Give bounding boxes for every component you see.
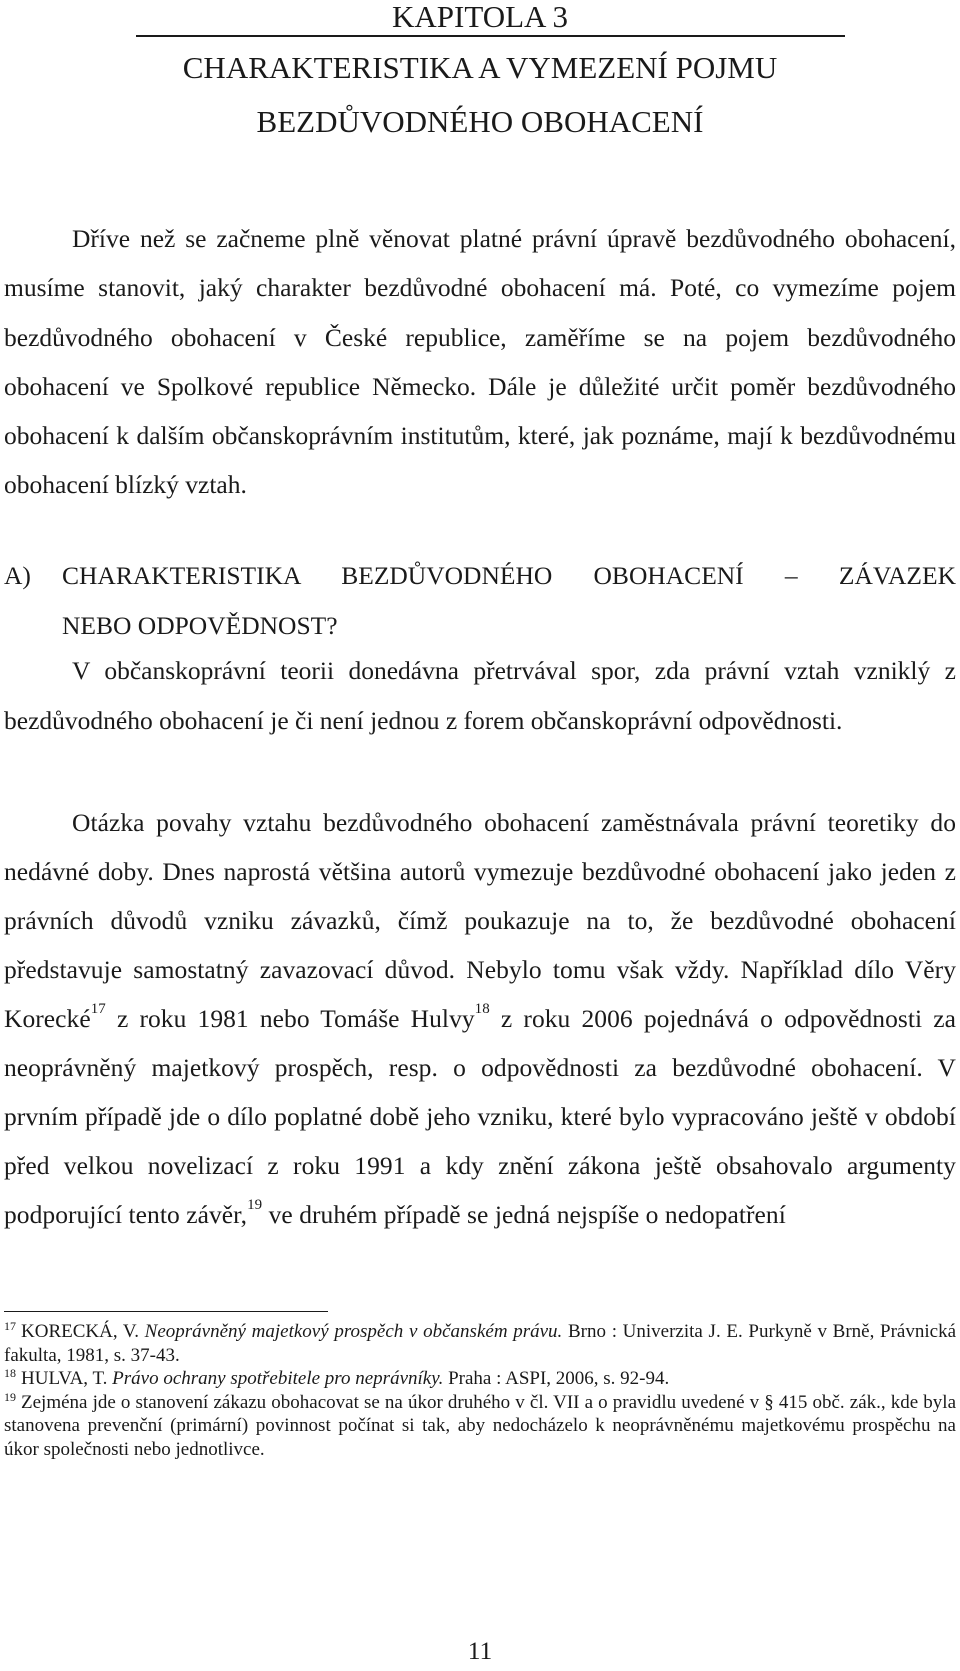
footnote-ref-19[interactable]: 19 [247,1197,263,1213]
paragraph-2-part-3: z roku 2006 pojednává o odpovědnosti za neoprávněný majetkový prospěch, resp. o odpovědnosti za bezdůvodné obohacení. V prvním případě jde o dílo poplatné době jeho vzniku, které bylo vypracováno ještě v období před velkou novelizací z roku 1991 a kdy znění zákona ještě obsahovalo argumenty podporující tento závěr, [4,1004,956,1229]
paragraph-2-part-1: Otázka povahy vztahu bezdůvodného obohacení zaměstnávala právní teoretiky do nedávné doby. Dnes naprostá většina autorů vymezuje bezdůvodné obohacení jako jeden z právních důvodů vzniku závazků, čímž poukazuje na to, že bezdůvodné obohacení představuje samostatný zavazovací důvod. Nebylo tomu však vždy. Například dílo Věry Korecké [4,808,956,1033]
intro-paragraph: Dříve než se začneme plně věnovat platné právní úpravě bezdůvodného obohacení, musíme stanovit, jaký charakter bezdůvodné obohacení má. Poté, co vymezíme pojem bezdůvodného obohacení v České republice, zaměříme se na pojem bezdůvodného obohacení ve Spolkové republice Německo. Dále je důležité určit poměr bezdůvodného obohacení k dalším občanskoprávním institutům, které, jak poznáme, mají k bezdůvodnému obohacení blízký vztah. [4,224,956,500]
paragraph-1: V občanskoprávní teorii donedávna přetrvával spor, zda právní vztah vzniklý z bezdůvodného obohacení je či není jednou z forem občanskoprávní odpovědnosti. [4,656,956,735]
footnote-separator [4,1311,328,1312]
section-a-marker: A) [4,561,31,590]
section-a-title-line-1: CHARAKTERISTIKA BEZDŮVODNÉHO OBOHACENÍ – ZÁVAZEK [62,561,956,590]
paragraph-2-part-4: ve druhém případě se jedná nejspíše o nedopatření [262,1200,786,1229]
footnote-18 [4,1367,956,1391]
footnote-text: Zejména jde o stanovení zákazu obohacovat se na úkor druhého v čl. VII a o pravidlu uvedené v § 415 obč. zák., kde byla stanovena prevenční (primární) povinnost počínat si tak, aby nedocházelo k neoprávněnému majetkovému prospěchu na úkor společnosti nebo jednotlivce. [4,1391,956,1460]
footnote-italic-title: Neoprávněný majetkový prospěch v občanském právu. [144,1321,563,1342]
footnote-text-after: Brno : Univerzita J. E. Purkyně v Brně, Právnická fakulta, 1981, s. 37-43. [4,1321,956,1366]
chapter-title-line-1: CHARAKTERISTIKA A VYMEZENÍ POJMU [182,50,778,85]
section-a-heading-row-1 [4,551,956,601]
section-a-title-line-2: NEBO ODPOVĚDNOST? [62,611,338,640]
footnote-text-before: HULVA, T. [21,1368,113,1389]
footnote-number: 18 [4,1366,16,1380]
footnote-19 [4,1391,956,1462]
footnote-italic-title: Právo ochrany spotřebitele pro neprávníky. [112,1368,444,1389]
footnote-text-before: KORECKÁ, V. [21,1321,145,1342]
page-number: 11 [467,1636,493,1665]
chapter-title-line-2: BEZDŮVODNÉHO OBOHACENÍ [256,104,704,139]
footnote-17 [4,1320,956,1367]
footnote-ref-17[interactable]: 17 [90,1001,106,1017]
paragraph-2 [4,798,956,1239]
chapter-label: KAPITOLA 3 [392,0,568,34]
paragraph-2-part-2: z roku 1981 nebo Tomáše Hulvy [105,1004,475,1033]
footnote-ref-18[interactable]: 18 [474,1001,490,1017]
footnotes [4,1320,956,1461]
section-a-heading [4,551,956,651]
chapter-label-underline [136,35,845,37]
footnote-number: 19 [4,1389,16,1404]
footnote-number: 17 [4,1319,16,1333]
footnote-text-after: Praha : ASPI, 2006, s. 92-94. [443,1368,670,1389]
